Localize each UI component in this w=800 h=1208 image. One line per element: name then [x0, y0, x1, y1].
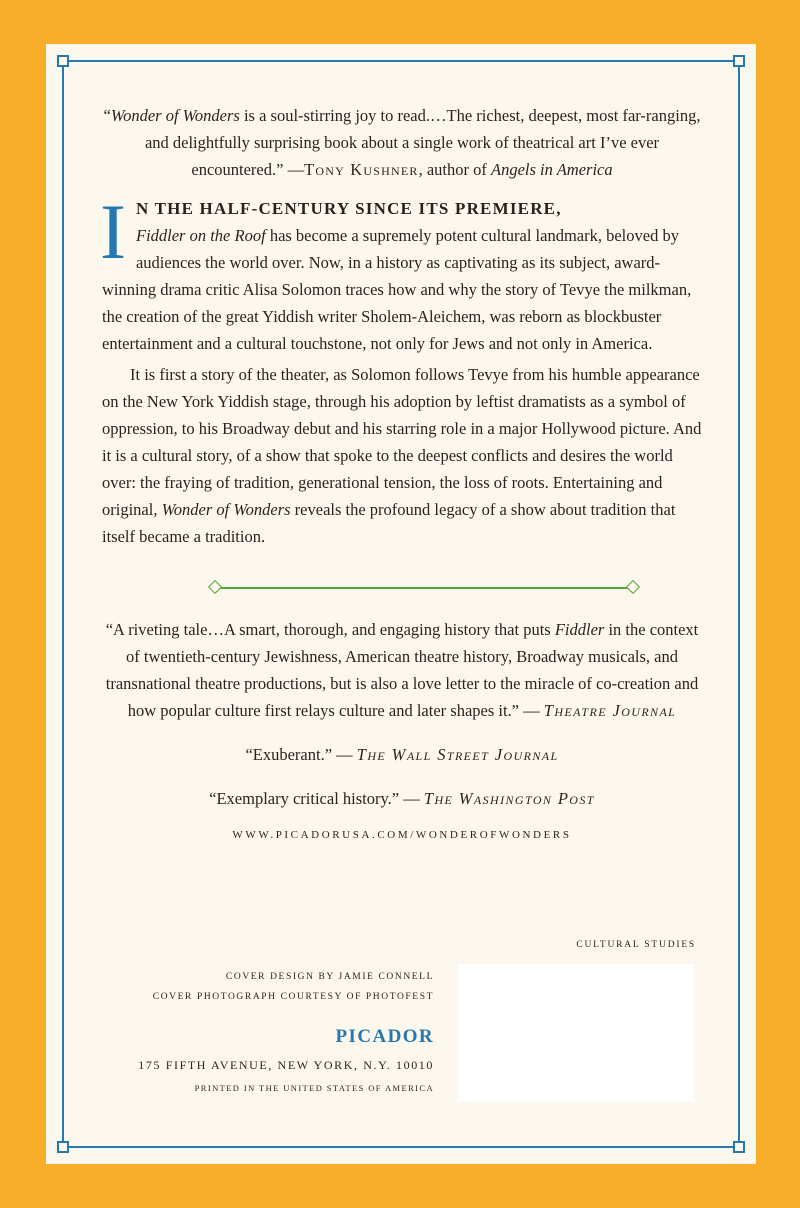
review-text: “Exuberant.” — [245, 745, 357, 764]
printed-in-notice: PRINTED IN THE UNITED STATES OF AMERICA [194, 1083, 434, 1093]
review-washington-post [102, 785, 702, 812]
category-label: CULTURAL STUDIES [576, 940, 696, 950]
diamond-ornament-icon [208, 580, 222, 594]
paragraph-1-text: has become a supremely potent cultural landmark, beloved by audiences the world over. Now, in a history as captivating as its subject, award-winning drama critic Alisa Solomon traces how and why the story of Tevye the milkman, the creation of the great Yiddish writer Sholem-Aleichem, was reborn as blockbuster entertainment and a cultural touchstone, not only for Jews and not only in America. [102, 226, 692, 353]
content-column [102, 102, 702, 841]
cover-design-credit: COVER DESIGN BY JAMIE CONNELL [225, 972, 434, 982]
back-cover [46, 44, 756, 1164]
diamond-ornament-icon [626, 580, 640, 594]
quote-author: Tony Kushner [304, 160, 419, 179]
review-quotes [102, 616, 702, 812]
lead-in-caps: N THE HALF-CENTURY SINCE ITS PREMIERE, [135, 199, 562, 218]
review-wall-street-journal [102, 741, 702, 768]
description-paragraph-1 [100, 188, 702, 357]
review-source: Theatre Journal [543, 701, 677, 720]
frame-corner-ornament [733, 55, 745, 67]
review-text: “A riveting tale…A smart, thorough, and engaging history that puts [105, 620, 555, 639]
fiddler-title-italic: Fiddler [554, 620, 605, 639]
quote-text: is a soul-stirring joy to read.…The richest, deepest, most far-ranging, and delightfully surprising book about a single work of theatrical art I’ve ever encountered.” — [144, 106, 701, 179]
top-endorsement-quote [102, 102, 702, 183]
publisher-name: PICADOR [335, 1026, 434, 1047]
book-title-italic: Wonder of Wonders [161, 500, 291, 519]
barcode-area [458, 964, 694, 1102]
bottom-info-block [46, 940, 756, 1144]
quote-author-suffix: , author of [418, 160, 492, 179]
divider-line [214, 587, 632, 589]
review-source: The Wall Street Journal [356, 745, 559, 764]
cover-credits [153, 967, 434, 1007]
fiddler-title-italic: Fiddler on the Roof [135, 226, 266, 245]
review-text: “Exemplary critical history.” — [209, 789, 424, 808]
paragraph-2-text: It is first a story of the theater, as Solomon follows Tevye from his humble appearance on the New York Yiddish stage, through his adoption by leftist dramatists as a symbol of oppression, to his Broadway debut and his starring role in a major Hollywood picture. And it is a cultural story, of a show that spoke to the deepest conflicts and desires the world over: the fraying of tradition, generational tension, the loss of roots. Entertaining and original, [102, 365, 702, 519]
paragraph-2-end: reveals the profound legacy of a show about tradition that itself became a tradition. [102, 500, 676, 546]
drop-cap-letter: I [100, 188, 126, 275]
review-text: in the context of twentieth-century Jewishness, American theatre history, Broadway musicals, and transnational theatre productions, but is also a love letter to the miracle of co-creation and how popular culture first relays culture and later shapes it.” — [105, 620, 699, 720]
frame-corner-ornament [57, 55, 69, 67]
publisher-address: 175 FIFTH AVENUE, NEW YORK, N.Y. 10010 [138, 1058, 434, 1072]
quote-open-mark: “ [103, 106, 111, 125]
book-description [100, 188, 702, 550]
description-paragraph-2 [102, 361, 702, 550]
website-url: WWW.PICADORUSA.COM/WONDEROFWONDERS [232, 829, 572, 841]
review-source: The Washington Post [423, 789, 595, 808]
quote-author-work: Angels in America [491, 160, 613, 179]
cover-photo-credit: COVER PHOTOGRAPH COURTESY OF PHOTOFEST [152, 992, 434, 1002]
book-title-italic: Wonder of Wonders [110, 106, 240, 125]
review-theatre-journal [102, 616, 702, 724]
green-divider-rule [102, 578, 702, 598]
